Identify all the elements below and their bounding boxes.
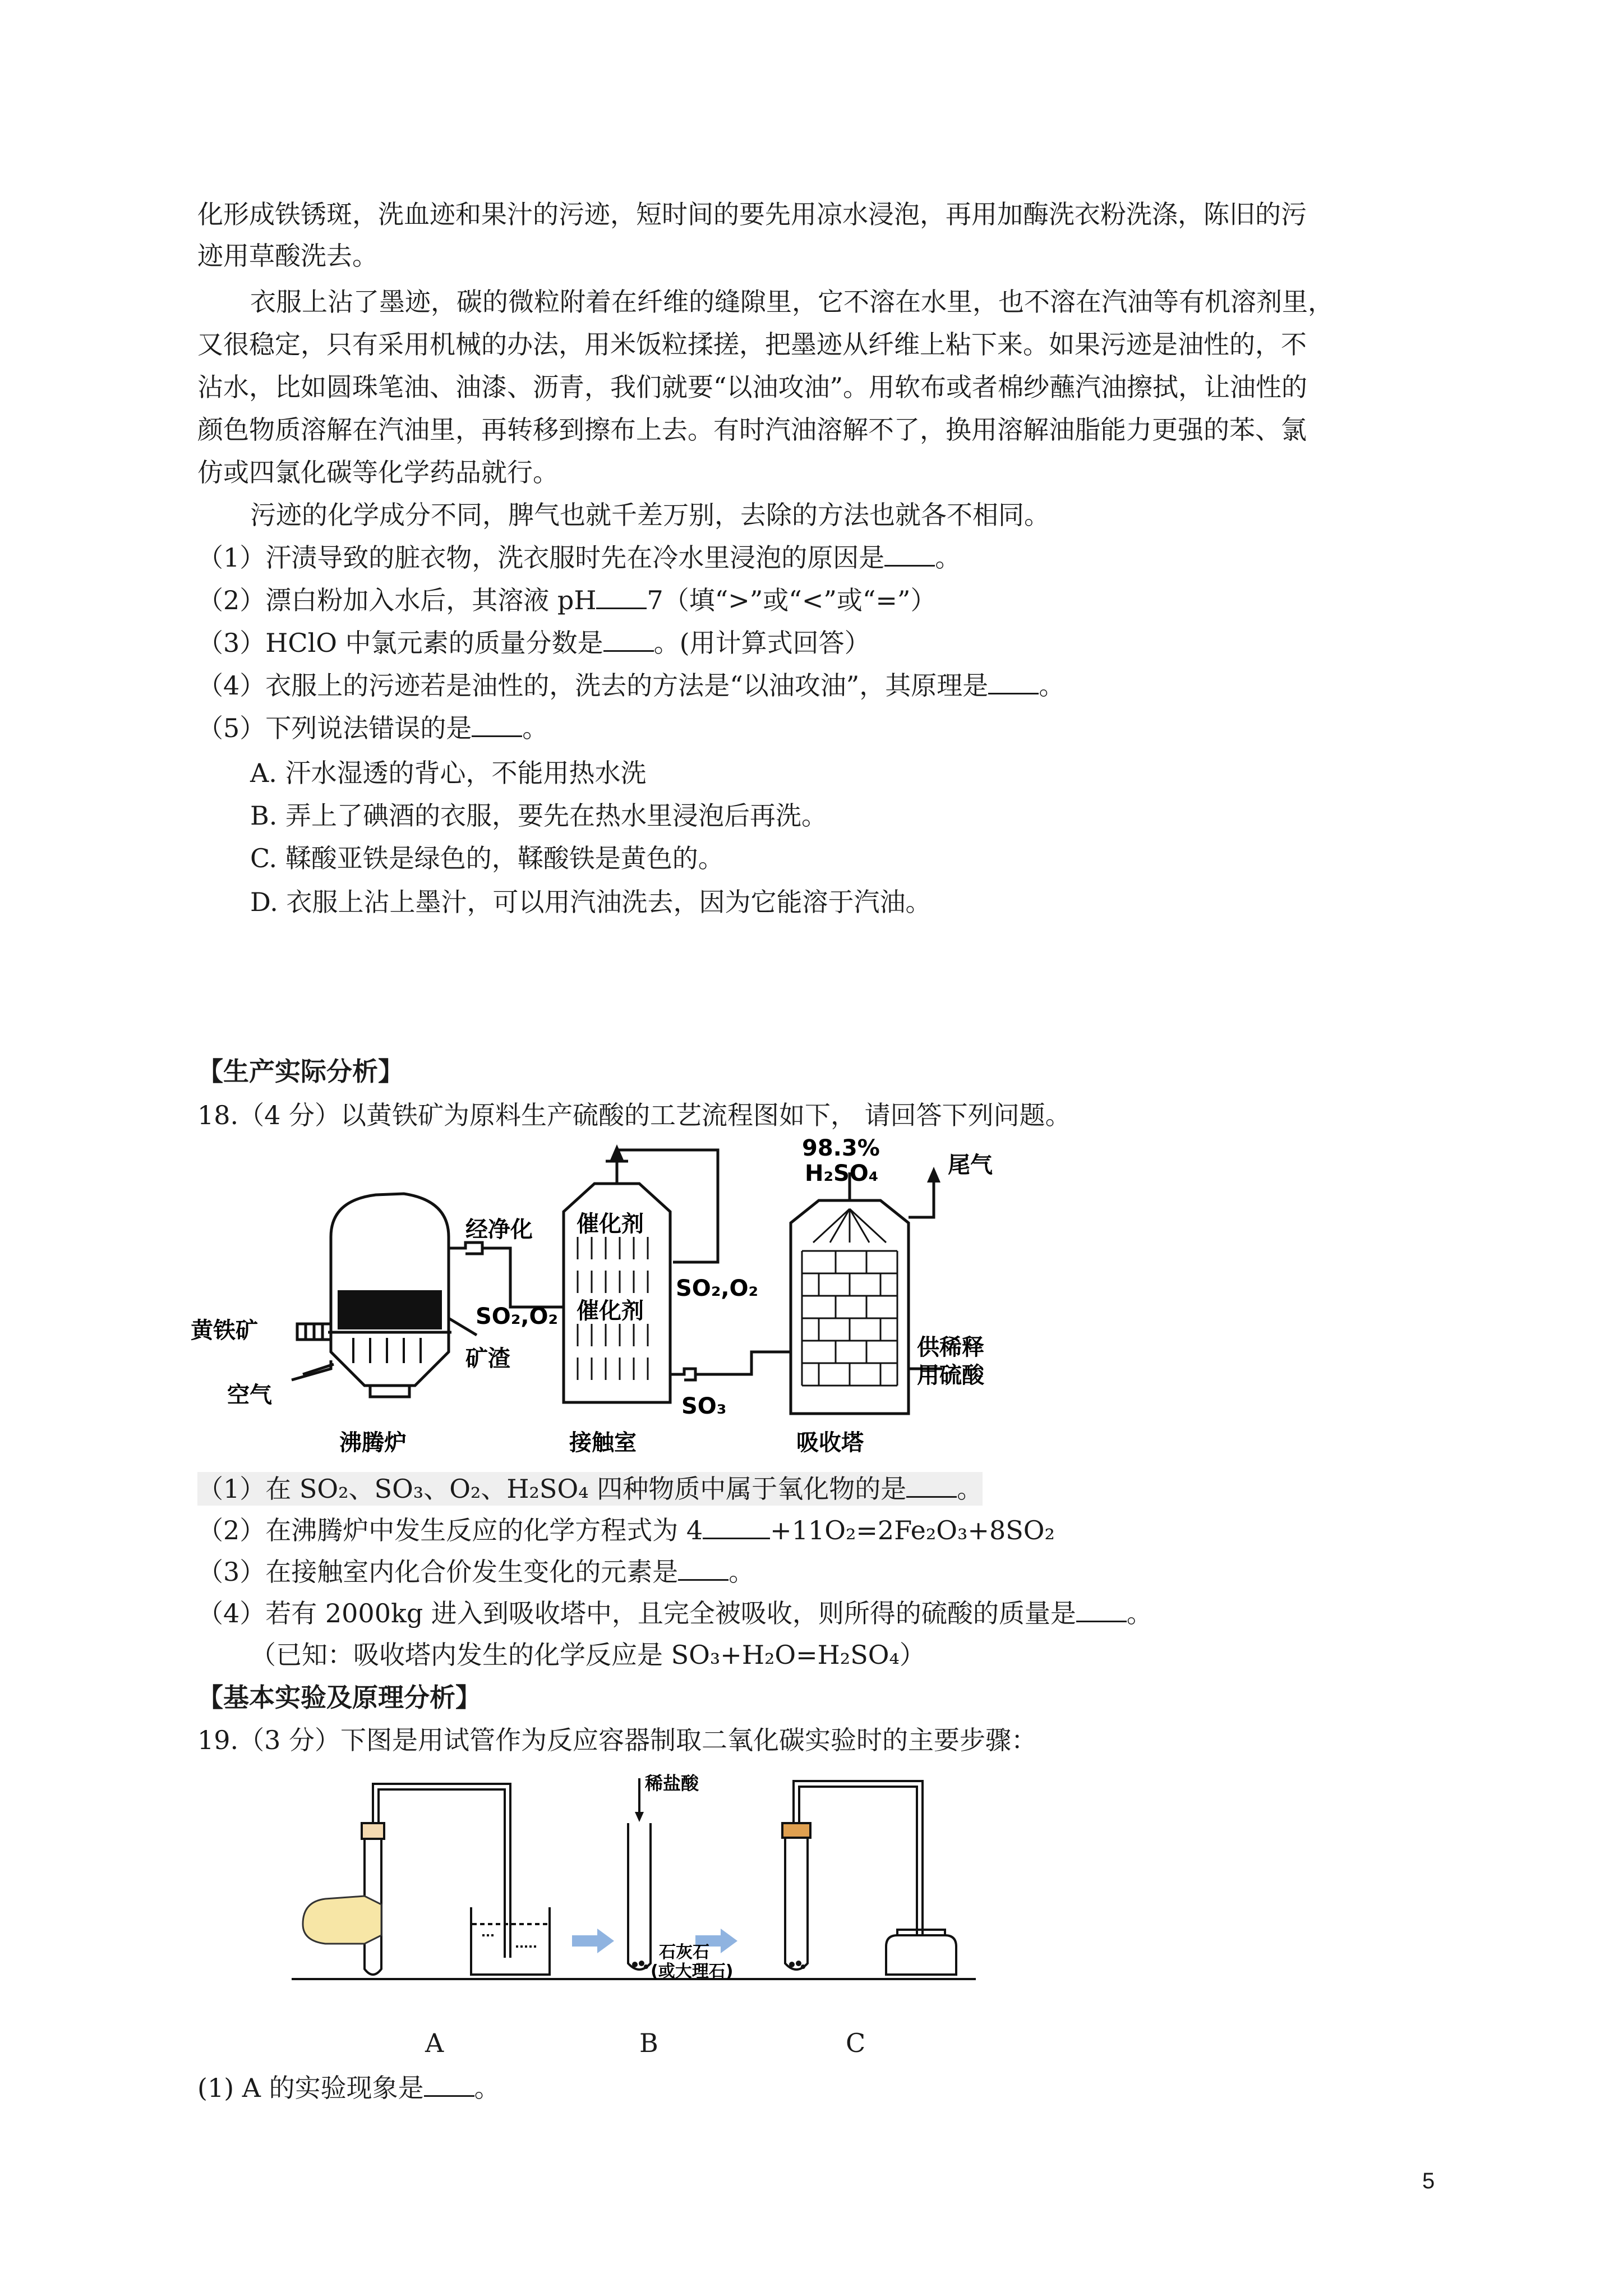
hand-icon [303,1896,381,1944]
label-catalyst-2: 催化剂 [577,1298,644,1324]
q18-sub4-text: （4）若有 2000kg 进入到吸收塔中，且完全被吸收，则所得的硫酸的质量是 [197,1598,1076,1628]
label-c: C [846,2028,866,2058]
period: 。 [935,542,961,573]
label-dilute-2: 用硫酸 [917,1363,984,1388]
answer-blank[interactable] [906,1474,957,1498]
q17-sub3-tail: 。(用计算式回答） [653,628,870,658]
q17-sub4-text: （4）衣服上的污迹若是油性的，洗去的方法是“以油攻油”，其原理是 [197,670,989,701]
period: 。 [474,2073,500,2103]
co2-experiment-diagram [292,1767,987,2003]
label-ore: 黄铁矿 [191,1318,258,1343]
q18-note: （已知：吸收塔内发生的化学反应是 SO₃+H₂O=H₂SO₄） [250,1640,925,1670]
passage-line: 沾水，比如圆珠笔油、油漆、沥青，我们就要“以油攻油”。用软布或者棉纱蘸汽油擦拭，让油性的 [197,372,1308,402]
period: 。 [1126,1598,1152,1628]
label-acid-formula: H₂SO₄ [805,1161,879,1186]
option-c[interactable]: C. 鞣酸亚铁是绿色的，鞣酸铁是黄色的。 [250,843,724,873]
label-so2o2-1: SO₂,O₂ [476,1304,559,1329]
arrow-icon [572,1929,614,1953]
option-d[interactable]: D. 衣服上沾上墨汁，可以用汽油洗去，因为它能溶于汽油。 [250,887,932,917]
q17-sub2-text: （2）漂白粉加入水后，其溶液 pH [197,585,597,615]
label-hcl: 稀盐酸 [645,1773,699,1794]
q18-sub3 [197,1555,754,1589]
q18-sub2-tail: +11O₂=2Fe₂O₃+8SO₂ [770,1515,1055,1545]
label-a: A [425,2028,444,2058]
answer-blank[interactable] [596,585,647,609]
label-air: 空气 [227,1382,272,1408]
q18-sub2-text: （2）在沸腾炉中发生反应的化学方程式为 4 [197,1515,703,1545]
q18-sub2 [197,1513,1055,1547]
q18-sub1 [197,1472,983,1506]
passage-line: 颜色物质溶解在汽油里，再转移到擦布上去。有时汽油溶解不了，换用溶解油脂能力更强的苯、氯 [197,415,1307,445]
period: 。 [728,1557,755,1587]
answer-blank[interactable] [988,670,1039,694]
label-tail-gas: 尾气 [948,1152,993,1178]
q17-sub1-text: （1）汗渍导致的脏衣物，洗衣服时先在冷水里浸泡的原因是 [197,542,885,573]
q18-sub3-text: （3）在接触室内化合价发生变化的元素是 [197,1557,679,1587]
q17-sub3-text: （3）HClO 中氯元素的质量分数是 [197,628,603,658]
passage-line: 衣服上沾了墨迹，碳的微粒附着在纤维的缝隙里，它不溶在水里，也不溶在汽油等有机溶剂里， [250,287,1334,317]
label-so2o2-2: SO₂,O₂ [676,1276,759,1301]
label-b: B [639,2028,658,2058]
option-b[interactable]: B. 弄上了碘酒的衣服，要先在热水里浸泡后再洗。 [250,800,828,831]
answer-blank[interactable] [1076,1598,1127,1622]
answer-blank[interactable] [603,628,654,652]
period: 。 [522,713,548,743]
q17-sub4 [197,669,1064,702]
answer-blank[interactable] [424,2073,474,2097]
q17-sub1 [197,541,961,574]
section-heading-production: 【生产实际分析】 [197,1056,404,1087]
label-purify: 经净化 [465,1217,533,1243]
label-so3: SO₃ [681,1393,727,1419]
label-boiler: 沸腾炉 [339,1430,407,1456]
q17-sub3 [197,626,870,660]
period: 。 [1039,670,1065,701]
label-contact: 接触室 [569,1430,637,1456]
label-acid-concentration: 98.3% [802,1139,880,1161]
q19-sub1 [197,2071,500,2105]
passage-line: 污迹的化学成分不同，脾气也就千差万别，去除的方法也就各不相同。 [250,500,1050,530]
label-absorber: 吸收塔 [796,1430,864,1456]
q18-sub4 [197,1596,1152,1630]
option-a[interactable]: A. 汗水湿透的背心，不能用热水洗 [250,758,647,788]
boiler-shape [331,1194,449,1386]
sulfuric-acid-process-diagram [191,1139,1032,1464]
answer-blank[interactable] [678,1557,728,1581]
q17-sub5 [197,711,548,745]
label-dilute-1: 供稀释 [917,1335,984,1360]
passage-line: 仿或四氯化碳等化学药品就行。 [197,457,559,487]
passage-line: 又很稳定，只有采用机械的办法，用米饭粒揉搓，把墨迹从纤维上粘下来。如果污迹是油性的，不 [197,329,1307,360]
q18-sub1-text: （1）在 SO₂、SO₃、O₂、H₂SO₄ 四种物质中属于氧化物的是 [197,1474,907,1504]
q17-sub5-text: （5）下列说法错误的是 [197,713,472,743]
period: 。 [957,1474,983,1504]
q19-stem: 19.（3 分）下图是用试管作为反应容器制取二氧化碳实验时的主要步骤： [197,1725,1038,1755]
q17-sub2 [197,583,936,617]
page-number: 5 [1422,2169,1435,2193]
label-catalyst-1: 催化剂 [577,1211,644,1237]
section-heading-basic: 【基本实验及原理分析】 [197,1682,481,1713]
label-slag: 矿渣 [465,1346,510,1372]
q18-stem: 18.（4 分）以黄铁矿为原料生产硫酸的工艺流程图如下， 请回答下列问题。 [197,1100,1071,1130]
q19-sub1-text: (1) A 的实验现象是 [197,2073,424,2103]
label-marble: (或大理石) [651,1962,734,1981]
passage-line: 迹用草酸洗去。 [197,241,378,271]
q17-sub2-tail: 7（填“>”或“<”或“=”） [647,585,937,615]
answer-blank[interactable] [703,1515,770,1539]
label-stone: 石灰石 [659,1943,709,1962]
answer-blank[interactable] [884,542,935,567]
passage-line: 化形成铁锈斑，洗血迹和果汁的污迹，短时间的要先用凉水浸泡，再用加酶洗衣粉洗涤，陈旧的污 [197,199,1307,229]
answer-blank[interactable] [472,713,522,737]
